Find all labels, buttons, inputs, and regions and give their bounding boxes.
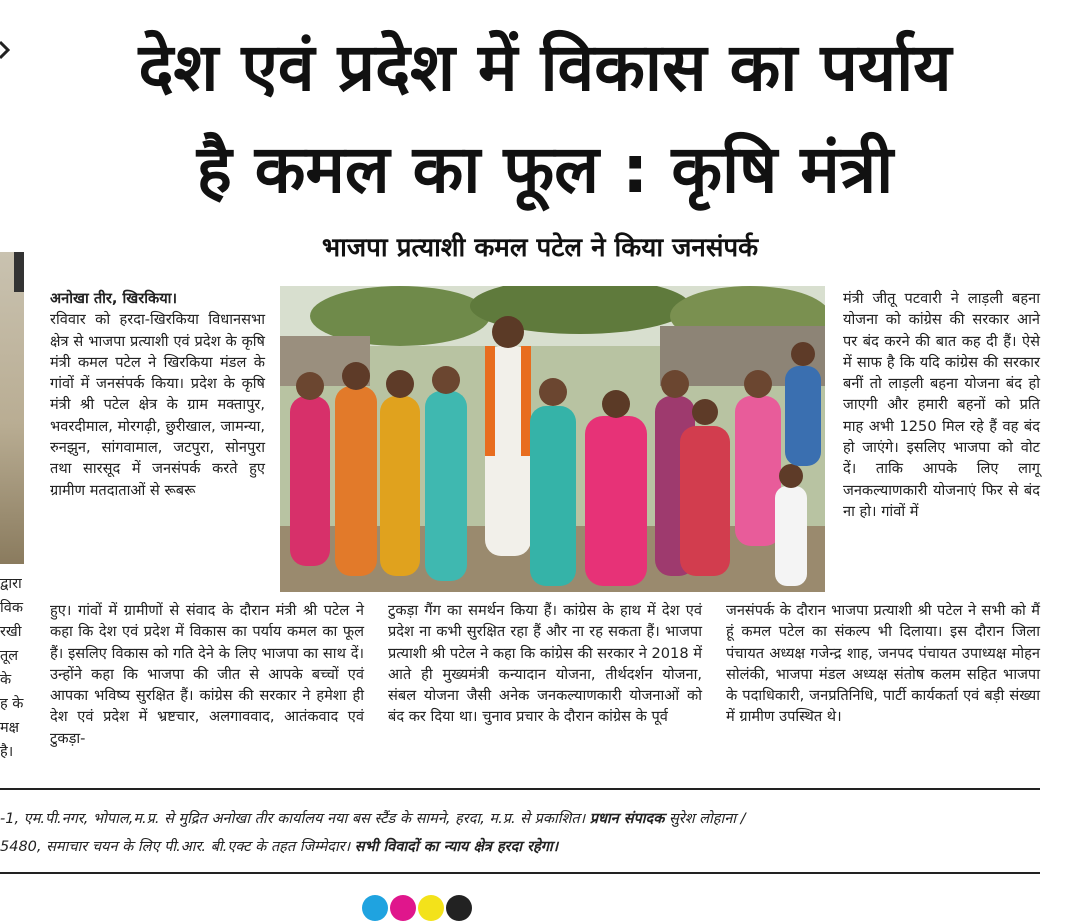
article-column-1-top xyxy=(50,288,265,501)
footer-bottom-rule xyxy=(0,872,1040,874)
article-column-1-bottom: हुए। गांवों में ग्रामीणों से संवाद के दौरान मंत्री श्री पटेल ने कहा कि देश एवं प्रदेश में विकास का पर्याय कमल का फूल हैं। इसलिए विकास को गति देने के लिए भाजपा का साथ दें। उन्होंने कहा कि भाजपा की जीत से आपके बच्चों एवं आपका भविष्य सुरक्षित हैं। कांग्रेस की सरकार ने हमेशा ही देश एवं प्रदेश में भ्रष्टचार, अलगाववाद, आतंकवाद एवं टुकड़ा- xyxy=(50,602,364,747)
footer-top-rule xyxy=(0,788,1040,790)
article-column-3-top: मंत्री जीतू पटवारी ने लाड़ली बहना योजना को कांग्रेस की सरकार आने पर बंद करने की बात कह दी हैं। ऐसे में साफ है कि यदि कांग्रेस की सरकार बनीं तो लाड़ली बहना योजना बंद हो जाएगी और हमारी बहनों को प्रति माह अभी 1250 मिल रहे हैं वह बंद हो जाएंगे। इसलिए भाजपा को वोट दें। ताकि आपके लिए लागू जनकल्याणकारी योजनाएं फिर से बंद ना हो। गांवों में xyxy=(843,290,1040,520)
imprint-line-1: -1, एम.पी.नगर, भोपाल,म.प्र. से मुद्रित अनोखा तीर कार्यालय नया बस स्टैंड के सामने, हरदा, म.प्र. से प्रकाशित। प्रधान संपादक सुरेश लोहाना / xyxy=(0,811,746,827)
adjacent-column-fragment: द्वारा विक रखी तूल के ह के मक्ष है। xyxy=(0,576,24,760)
arrow-fragment-icon xyxy=(0,38,10,62)
article-paragraph: रविवार को हरदा-खिरकिया विधानसभा क्षेत्र से भाजपा प्रत्याशी एवं प्रदेश के कृषि मंत्री कमल पटेल ने खिरकिया मंडल के गांवों में जनसंपर्क किया। प्रदेश के कृषि मंत्री श्री पटेल क्षेत्र के ग्राम मक्तापुर, भवरदीमाल, मोरगढ़ी, छुरीखाल, जामन्या, रुनझुन, सांगवामाल, जटपुरा, सोनपुरा तथा सारसूद में जनसंपर्क करते हुए ग्रामीण मतदाताओं से रूबरू xyxy=(50,311,265,499)
adjacent-photo-fragment xyxy=(0,252,24,564)
subheadline: भाजपा प्रत्याशी कमल पटेल ने किया जनसंपर्क xyxy=(321,233,759,263)
yellow-registration-dot xyxy=(418,895,444,921)
cyan-registration-dot xyxy=(362,895,388,921)
article-column-2-bottom: टुकड़ा गैंग का समर्थन किया हैं। कांग्रेस के हाथ में देश एवं प्रदेश ना कभी सुरक्षित रहा हैं और ना रह सकता हैं। भाजपा प्रत्याशी श्री पटेल ने कहा कि कांग्रेस की सरकार ने 2018 में आते ही मुख्यमंत्री कन्यादान योजना, तीर्थदर्शन योजना, संबल योजना जैसी अनेक जनकल्याणकारी योजनाओं को बंद कर दिया था। चुनाव प्रचार के दौरान कांग्रेस के पूर्व xyxy=(388,602,702,726)
black-registration-dot xyxy=(446,895,472,921)
campaign-photo xyxy=(280,286,825,592)
campaign-photo-illustration xyxy=(280,286,825,592)
article-dateline: अनोखा तीर, खिरकिया। xyxy=(50,290,177,307)
headline-line-1: देश एवं प्रदेश में विकास का पर्याय xyxy=(138,29,952,106)
imprint-line-2: 5480, समाचार चयन के लिए पी.आर. बी.एक्ट के तहत जिम्मेदार। सभी विवादों का न्याय क्षेत्र हरदा रहेगा। xyxy=(0,839,559,855)
magenta-registration-dot xyxy=(390,895,416,921)
headline-line-2: है कमल का फूल : कृषि मंत्री xyxy=(196,131,894,208)
article-column-3-bottom: जनसंपर्क के दौरान भाजपा प्रत्याशी श्री पटेल ने सभी को मैं हूं कमल पटेल का संकल्प भी दिलाया। इस दौरान जिला पंचायत अध्यक्ष गजेन्द्र शाह, जनपद पंचायत उपाध्यक्ष मोहन सोलंकी, भाजपा मंडल अध्यक्ष संतोष कलम सहित भाजपा के पदाधिकारी, जनप्रतिनिधि, पार्टी कार्यकर्ता एवं बड़ी संख्या में ग्रामीण उपस्थित थे। xyxy=(726,602,1040,726)
